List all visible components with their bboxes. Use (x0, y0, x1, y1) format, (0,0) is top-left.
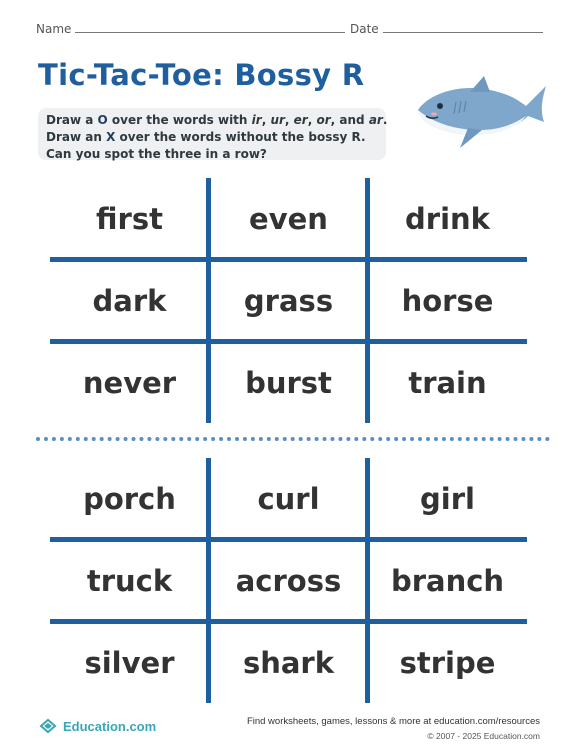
education-logo-icon (38, 716, 58, 736)
board-1-cell[interactable]: never (82, 365, 177, 400)
pattern-ur: ur (270, 113, 285, 127)
board-1-cell[interactable]: dark (92, 283, 167, 318)
circle-symbol: O (97, 113, 108, 127)
instruction-line-2: Draw an X over the words without the bossy R. (46, 130, 366, 144)
board-2-cell[interactable]: across (235, 563, 342, 598)
x-symbol: X (106, 130, 116, 144)
tic-tac-toe-board-1 (50, 178, 527, 423)
date-label: Date (350, 22, 379, 36)
name-label: Name (36, 22, 72, 36)
grid-line-vertical (206, 458, 211, 703)
board-2-cell[interactable]: branch (390, 563, 505, 598)
pattern-er: er (293, 113, 308, 127)
board-2-cell[interactable]: silver (84, 645, 175, 680)
grid-line-horizontal (50, 537, 527, 542)
date-line[interactable] (383, 22, 543, 33)
education-logo[interactable] (38, 716, 156, 736)
board-1-cell[interactable]: horse (401, 283, 494, 318)
board-1-cell[interactable]: drink (405, 201, 490, 236)
copyright-text: © 2007 - 2025 Education.com (427, 731, 540, 741)
pattern-ir: ir (251, 113, 262, 127)
name-field[interactable] (36, 22, 345, 36)
grid-line-vertical (365, 458, 370, 703)
board-1-cell[interactable]: first (96, 201, 163, 236)
board-2-cell[interactable]: shark (242, 645, 335, 680)
board-2-cell[interactable]: stripe (399, 645, 496, 680)
instruction-line-1: Draw a O over the words with ir, ur, er, or, and ar. (46, 113, 388, 127)
board-2-cell[interactable]: girl (420, 481, 475, 516)
board-1-cell[interactable]: train (408, 365, 487, 400)
name-line[interactable] (75, 22, 345, 33)
date-field[interactable] (350, 22, 543, 36)
board-2-cell[interactable]: truck (86, 563, 173, 598)
shark-illustration (410, 70, 554, 166)
instruction-line-3: Can you spot the three in a row? (46, 147, 267, 161)
footer-tagline[interactable]: Find worksheets, games, lessons & more at education.com/resources (246, 716, 540, 727)
dotted-divider (36, 437, 550, 441)
pattern-or: or (316, 113, 331, 127)
pattern-ar: ar (368, 113, 383, 127)
grid-line-horizontal (50, 257, 527, 262)
page-title: Tic-Tac-Toe: Bossy R (38, 58, 365, 92)
board-1-cell[interactable]: even (249, 201, 328, 236)
grid-line-horizontal (50, 339, 527, 344)
board-1-cell[interactable]: burst (245, 365, 332, 400)
instructions-box (38, 108, 386, 160)
board-2-cell[interactable]: porch (83, 481, 176, 516)
grid-line-vertical (206, 178, 211, 423)
logo-text: Education.com (63, 718, 157, 734)
board-2-cell[interactable]: curl (257, 481, 320, 516)
board-1-cell[interactable]: grass (243, 283, 334, 318)
grid-line-vertical (365, 178, 370, 423)
tic-tac-toe-board-2 (50, 458, 527, 703)
grid-line-horizontal (50, 619, 527, 624)
